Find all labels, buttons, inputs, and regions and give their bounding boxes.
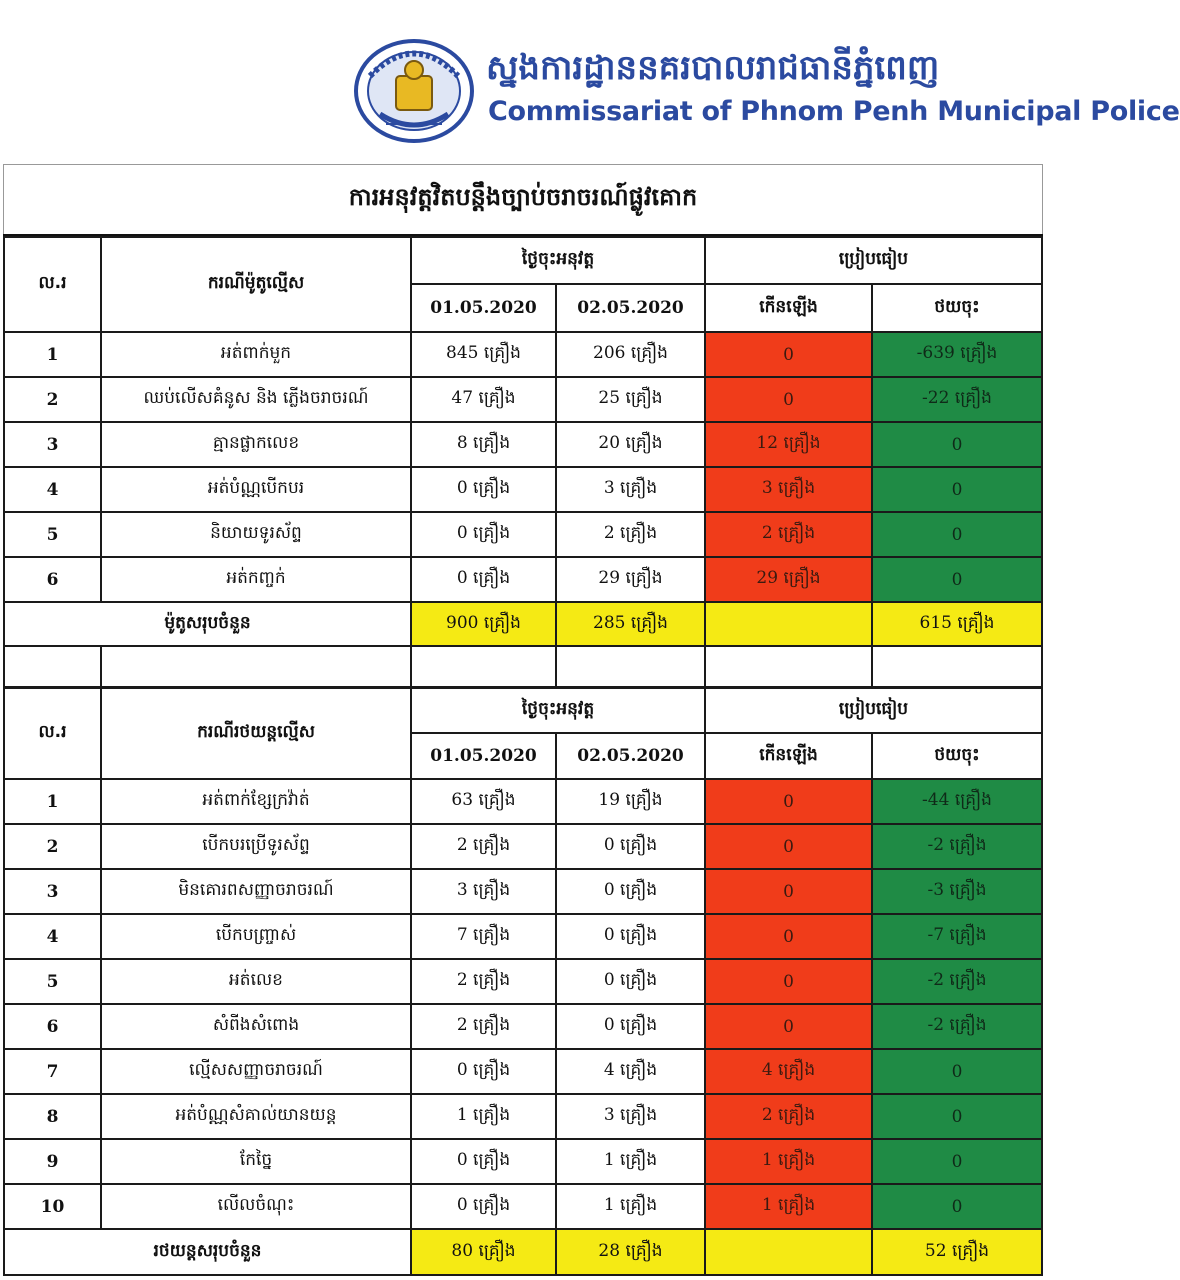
decrease-value: -2 គ្រឿង xyxy=(872,959,1042,1004)
motorcycle-violations-table xyxy=(3,236,1043,689)
count-date1: 7 គ្រឿង xyxy=(411,914,556,959)
decrease-value: -639 គ្រឿង xyxy=(872,332,1042,377)
count-date2: 0 គ្រឿង xyxy=(556,959,705,1004)
total-label: ម៉ូតូសរុបចំនួន xyxy=(4,602,411,646)
count-date2: 1 គ្រឿង xyxy=(556,1184,705,1229)
violation-name: ឈប់លើសគំនូស និង ភ្លើងចរាចរណ៍ xyxy=(101,377,411,422)
table-row xyxy=(4,557,1042,602)
count-date2: 29 គ្រឿង xyxy=(556,557,705,602)
violation-name: មិនគោរពសញ្ញាចរាចរណ៍ xyxy=(101,869,411,914)
count-date1: 0 គ្រឿង xyxy=(411,1184,556,1229)
moto-total-row xyxy=(4,602,1042,646)
section-spacer xyxy=(4,646,1042,688)
count-date2: 3 គ្រឿង xyxy=(556,1094,705,1139)
table-row xyxy=(4,824,1042,869)
violation-name: អត់បំណ្ណបើកបរ xyxy=(101,467,411,512)
decrease-value: -2 គ្រឿង xyxy=(872,1004,1042,1049)
increase-value: 0 xyxy=(705,1004,872,1049)
table-row xyxy=(4,1094,1042,1139)
table-row xyxy=(4,1139,1042,1184)
count-date1: 0 គ្រឿង xyxy=(411,557,556,602)
col-header-case: ករណីម៉ូតូល្មើស xyxy=(101,237,411,332)
count-date1: 845 គ្រឿង xyxy=(411,332,556,377)
row-number: 4 xyxy=(4,467,101,512)
decrease-value: -7 គ្រឿង xyxy=(872,914,1042,959)
report-title: ការអនុវត្តវិតបន្តឹងច្បាប់ចរាចរណ៍ផ្លូវគោក xyxy=(3,164,1043,236)
decrease-value: 0 xyxy=(872,1139,1042,1184)
car-total-row xyxy=(4,1229,1042,1275)
row-number: 5 xyxy=(4,959,101,1004)
count-date2: 25 គ្រឿង xyxy=(556,377,705,422)
org-name-english: Commissariat of Phnom Penh Municipal Police xyxy=(488,96,1180,127)
violation-name: អត់លេខ xyxy=(101,959,411,1004)
row-number: 6 xyxy=(4,1004,101,1049)
increase-value: 0 xyxy=(705,869,872,914)
count-date2: 4 គ្រឿង xyxy=(556,1049,705,1094)
decrease-value: -2 គ្រឿង xyxy=(872,824,1042,869)
count-date1: 0 គ្រឿង xyxy=(411,512,556,557)
total-date2: 285 គ្រឿង xyxy=(556,602,705,646)
count-date1: 2 គ្រឿង xyxy=(411,1004,556,1049)
row-number: 4 xyxy=(4,914,101,959)
col-header-case: ករណីរថយន្តល្មើស xyxy=(101,687,411,779)
count-date1: 2 គ្រឿង xyxy=(411,824,556,869)
count-date1: 1 គ្រឿង xyxy=(411,1094,556,1139)
table-row xyxy=(4,1049,1042,1094)
row-number: 8 xyxy=(4,1094,101,1139)
header xyxy=(350,36,1180,146)
total-decrease: 52 គ្រឿង xyxy=(872,1229,1042,1275)
decrease-value: 0 xyxy=(872,1094,1042,1139)
violation-name: កែច្នៃ xyxy=(101,1139,411,1184)
col-header-dates: ថ្ងៃចុះអនុវត្ត xyxy=(411,687,705,733)
table-row xyxy=(4,377,1042,422)
count-date1: 3 គ្រឿង xyxy=(411,869,556,914)
decrease-value: -3 គ្រឿង xyxy=(872,869,1042,914)
count-date2: 20 គ្រឿង xyxy=(556,422,705,467)
row-number: 5 xyxy=(4,512,101,557)
total-decrease: 615 គ្រឿង xyxy=(872,602,1042,646)
increase-value: 0 xyxy=(705,959,872,1004)
car-violations-table xyxy=(3,686,1043,1276)
row-number: 10 xyxy=(4,1184,101,1229)
decrease-value: 0 xyxy=(872,557,1042,602)
increase-value: 12 គ្រឿង xyxy=(705,422,872,467)
col-header-no: ល.រ xyxy=(4,237,101,332)
decrease-value: 0 xyxy=(872,467,1042,512)
col-header-date1: 01.05.2020 xyxy=(411,733,556,779)
total-date1: 900 គ្រឿង xyxy=(411,602,556,646)
col-header-date2: 02.05.2020 xyxy=(556,733,705,779)
count-date2: 2 គ្រឿង xyxy=(556,512,705,557)
row-number: 2 xyxy=(4,824,101,869)
increase-value: 0 xyxy=(705,332,872,377)
col-header-decrease: ថយចុះ xyxy=(872,733,1042,779)
count-date1: 0 គ្រឿង xyxy=(411,1139,556,1184)
violation-name: គ្មានផ្លាកលេខ xyxy=(101,422,411,467)
row-number: 3 xyxy=(4,869,101,914)
increase-value: 0 xyxy=(705,914,872,959)
total-increase xyxy=(705,1229,872,1275)
violation-name: អត់ពាក់មួក xyxy=(101,332,411,377)
table-row xyxy=(4,869,1042,914)
total-date1: 80 គ្រឿង xyxy=(411,1229,556,1275)
violation-name: បើកបញ្ច្រាស់ xyxy=(101,914,411,959)
increase-value: 0 xyxy=(705,377,872,422)
row-number: 1 xyxy=(4,779,101,824)
org-name-khmer: ស្នងការដ្ឋាននគរបាលរាជធានីភ្នំពេញ xyxy=(486,48,940,88)
count-date1: 63 គ្រឿង xyxy=(411,779,556,824)
count-date1: 47 គ្រឿង xyxy=(411,377,556,422)
increase-value: 1 គ្រឿង xyxy=(705,1139,872,1184)
decrease-value: -22 គ្រឿង xyxy=(872,377,1042,422)
violation-name: និយាយទូរស័ព្ទ xyxy=(101,512,411,557)
count-date2: 3 គ្រឿង xyxy=(556,467,705,512)
row-number: 1 xyxy=(4,332,101,377)
violation-name: អត់កញ្ចក់ xyxy=(101,557,411,602)
row-number: 3 xyxy=(4,422,101,467)
decrease-value: -44 គ្រឿង xyxy=(872,779,1042,824)
count-date2: 0 គ្រឿង xyxy=(556,869,705,914)
table-row xyxy=(4,512,1042,557)
increase-value: 2 គ្រឿង xyxy=(705,1094,872,1139)
count-date1: 8 គ្រឿង xyxy=(411,422,556,467)
table-row xyxy=(4,779,1042,824)
increase-value: 3 គ្រឿង xyxy=(705,467,872,512)
violation-name: អត់ពាក់ខ្សែក្រវ៉ាត់ xyxy=(101,779,411,824)
table-row xyxy=(4,1184,1042,1229)
count-date2: 206 គ្រឿង xyxy=(556,332,705,377)
decrease-value: 0 xyxy=(872,1049,1042,1094)
increase-value: 1 គ្រឿង xyxy=(705,1184,872,1229)
col-header-date2: 02.05.2020 xyxy=(556,284,705,332)
col-header-dates: ថ្ងៃចុះអនុវត្ត xyxy=(411,237,705,284)
row-number: 6 xyxy=(4,557,101,602)
increase-value: 2 គ្រឿង xyxy=(705,512,872,557)
violation-name: អត់បំណ្ណសំគាល់យានយន្ត xyxy=(101,1094,411,1139)
table-row xyxy=(4,467,1042,512)
decrease-value: 0 xyxy=(872,422,1042,467)
col-header-increase: កើនឡើង xyxy=(705,733,872,779)
total-date2: 28 គ្រឿង xyxy=(556,1229,705,1275)
violation-name: ល្មើសសញ្ញាចរាចរណ៍ xyxy=(101,1049,411,1094)
violation-name: សំពីងសំពោង xyxy=(101,1004,411,1049)
col-header-date1: 01.05.2020 xyxy=(411,284,556,332)
decrease-value: 0 xyxy=(872,512,1042,557)
table-row xyxy=(4,422,1042,467)
col-header-compare: ប្រៀបធៀប xyxy=(705,237,1042,284)
row-number: 9 xyxy=(4,1139,101,1184)
count-date2: 19 គ្រឿង xyxy=(556,779,705,824)
col-header-compare: ប្រៀបធៀប xyxy=(705,687,1042,733)
table-row xyxy=(4,332,1042,377)
increase-value: 0 xyxy=(705,824,872,869)
increase-value: 29 គ្រឿង xyxy=(705,557,872,602)
total-increase xyxy=(705,602,872,646)
increase-value: 4 គ្រឿង xyxy=(705,1049,872,1094)
count-date1: 0 គ្រឿង xyxy=(411,1049,556,1094)
increase-value: 0 xyxy=(705,779,872,824)
table-row xyxy=(4,914,1042,959)
count-date1: 2 គ្រឿង xyxy=(411,959,556,1004)
col-header-no: ល.រ xyxy=(4,687,101,779)
table-row xyxy=(4,1004,1042,1049)
total-label: រថយន្តសរុបចំនួន xyxy=(4,1229,411,1275)
violation-name: បើកបរប្រើទូរស័ព្ទ xyxy=(101,824,411,869)
count-date2: 0 គ្រឿង xyxy=(556,824,705,869)
count-date2: 1 គ្រឿង xyxy=(556,1139,705,1184)
count-date2: 0 គ្រឿង xyxy=(556,1004,705,1049)
count-date1: 0 គ្រឿង xyxy=(411,467,556,512)
row-number: 7 xyxy=(4,1049,101,1094)
table-row xyxy=(4,959,1042,1004)
decrease-value: 0 xyxy=(872,1184,1042,1229)
col-header-increase: កើនឡើង xyxy=(705,284,872,332)
police-emblem-icon xyxy=(350,36,478,146)
col-header-decrease: ថយចុះ xyxy=(872,284,1042,332)
count-date2: 0 គ្រឿង xyxy=(556,914,705,959)
violation-name: លើលចំណុះ xyxy=(101,1184,411,1229)
row-number: 2 xyxy=(4,377,101,422)
